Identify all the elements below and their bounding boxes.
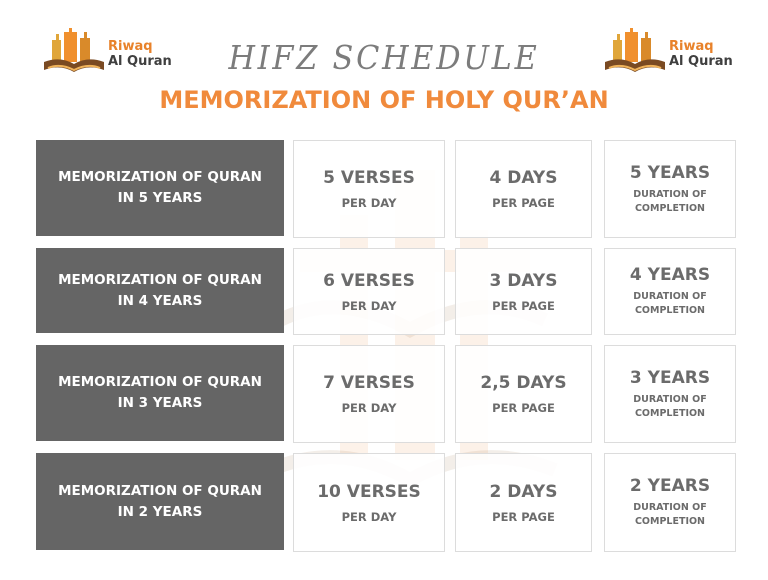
row-label-line1: MEMORIZATION OF QURAN [58,271,262,288]
days-cell [455,140,592,238]
years-unit-line1: DURATION OF [633,502,707,513]
row-label-line2: IN 2 YEARS [117,503,203,520]
years-unit-line2: COMPLETION [634,305,706,316]
days-cell [455,248,592,335]
row-label-line2: IN 4 YEARS [117,292,203,309]
years-cell [604,248,736,335]
years-unit-line1: DURATION OF [633,291,707,302]
days-value: 3 DAYS [489,270,558,291]
verses-value: 7 VERSES [323,373,415,393]
days-cell [455,345,592,443]
row-label [36,140,284,236]
logo-name-line1: Riwaq [108,39,153,54]
verses-value: 10 VERSES [317,481,421,502]
years-unit-line2: COMPLETION [634,407,706,419]
verses-value: 6 VERSES [323,270,415,291]
years-cell [604,345,736,443]
verses-unit: PER DAY [341,509,397,524]
row-label-line1: MEMORIZATION OF QURAN [58,169,262,185]
days-unit: PER PAGE [492,298,555,313]
years-value: 3 YEARS [629,367,711,388]
page-subtitle: MEMORIZATION OF HOLY QUR’AN [159,86,609,114]
logo-name-line2: Al Quran [669,54,733,69]
days-unit: PER PAGE [492,401,555,415]
verses-cell [293,248,445,335]
verses-unit: PER DAY [341,298,397,313]
years-unit-line1: DURATION OF [633,393,707,405]
verses-cell [293,345,445,443]
verses-cell [293,140,445,238]
logo-name-line1: Riwaq [669,39,714,54]
years-unit-line2: COMPLETION [634,516,706,527]
years-cell [604,453,736,552]
years-unit-line2: COMPLETION [634,202,706,214]
row-label-line2: IN 3 YEARS [117,395,203,411]
years-cell [604,140,736,238]
days-unit: PER PAGE [492,509,555,524]
years-value: 5 YEARS [629,162,711,183]
years-value: 4 YEARS [629,265,711,285]
days-value: 4 DAYS [489,168,558,188]
verses-unit: PER DAY [341,196,397,210]
row-label-line1: MEMORIZATION OF QURAN [58,482,262,499]
verses-unit: PER DAY [341,401,397,415]
days-cell [455,453,592,552]
row-label-line1: MEMORIZATION OF QURAN [58,374,262,390]
row-label [36,453,284,550]
page-title: HIFZ SCHEDULE [228,38,540,77]
row-label [36,248,284,333]
verses-value: 5 VERSES [323,168,415,188]
days-value: 2,5 DAYS [480,373,567,393]
row-label [36,345,284,441]
row-label-line2: IN 5 YEARS [117,190,203,206]
years-value: 2 YEARS [629,476,711,496]
days-value: 2 DAYS [489,481,558,502]
logo-name-line2: Al Quran [108,54,172,69]
days-unit: PER PAGE [492,196,555,210]
years-unit-line1: DURATION OF [633,188,707,200]
verses-cell [293,453,445,552]
